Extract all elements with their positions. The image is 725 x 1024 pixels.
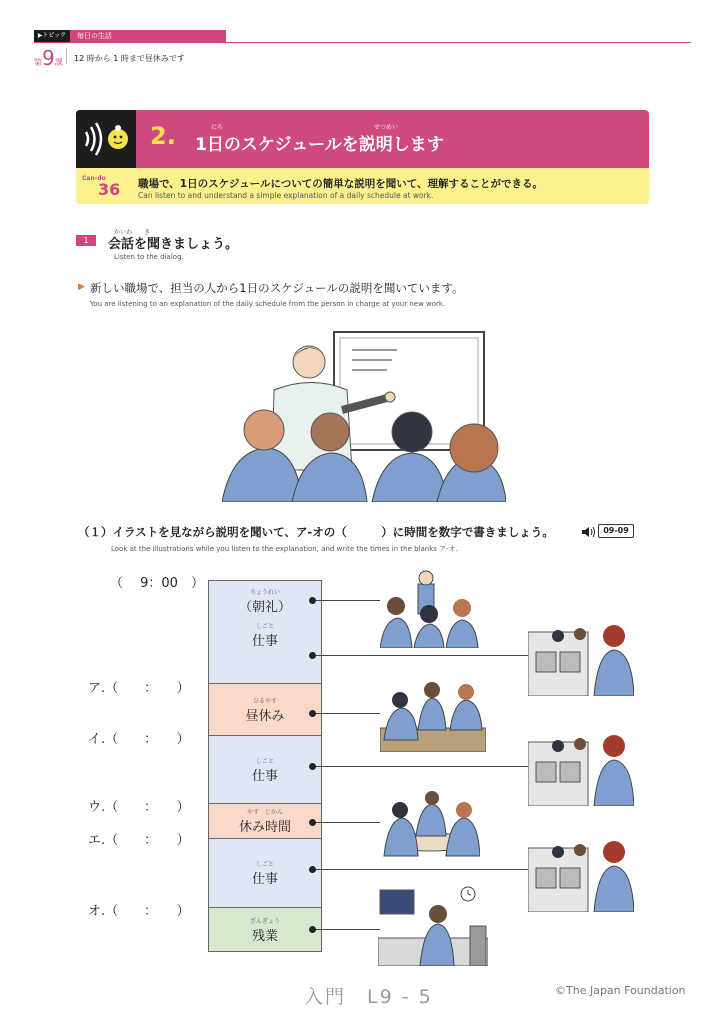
- connector-line: [316, 766, 528, 767]
- connector-dot: [309, 597, 316, 604]
- ruby-setsumei: せつめい: [374, 124, 399, 131]
- cando-description-jp: 職場で、1日のスケジュールについての簡単な説明を聞いて、理解することができる。: [138, 178, 544, 190]
- schedule-item-work: しごと 仕事: [251, 623, 278, 649]
- connector-line: [316, 713, 380, 714]
- factory-work-illustration-3: [528, 828, 634, 912]
- factory-work-illustration-1: [528, 612, 634, 696]
- schedule-item-chourei: ちょうれい （朝礼）: [238, 589, 291, 615]
- connector-line: [316, 929, 380, 930]
- section-number: 1: [76, 235, 96, 246]
- time-u[interactable]: ウ.（ ： ）: [88, 800, 190, 815]
- morning-meeting-illustration: [380, 570, 480, 648]
- schedule-block-break: やす じかん 休み時間: [208, 804, 322, 839]
- break-time-illustration: [380, 790, 480, 862]
- time-o[interactable]: オ.（ ： ）: [88, 904, 190, 919]
- cando-description-en: Can listen to and understand a simple explanation of a daily schedule at work.: [138, 191, 434, 200]
- time-e[interactable]: エ.（ ： ）: [88, 833, 190, 848]
- time-i[interactable]: イ.（ ： ）: [88, 732, 190, 747]
- banner-number: 2.: [150, 122, 176, 150]
- classroom-illustration: [222, 320, 506, 502]
- divider: [66, 48, 67, 64]
- schedule-block-work3: しごと 仕事: [208, 839, 322, 908]
- banner-title: 1日のスケジュールを説明します: [195, 135, 444, 155]
- connector-dot: [309, 652, 316, 659]
- connector-dot: [309, 763, 316, 770]
- lesson-number: 第9課: [34, 46, 63, 70]
- schedule-block-work2: しごと 仕事: [208, 736, 322, 804]
- listening-icon: [76, 110, 136, 168]
- ruby-nichi: にち: [211, 124, 224, 131]
- audio-track-label[interactable]: 09-09: [598, 524, 634, 538]
- connector-line: [316, 822, 380, 823]
- ruby-ki: き: [144, 229, 151, 236]
- cando-label: Can-do: [82, 175, 106, 182]
- topic-label: 毎日の生活: [70, 30, 226, 42]
- lunch-break-illustration: [380, 680, 486, 752]
- factory-work-illustration-2: [528, 722, 634, 806]
- overtime-illustration: [378, 886, 488, 966]
- ruby-kaiwa: かいわ: [114, 229, 133, 236]
- section-title: 会話を聞きましょう。: [108, 237, 239, 252]
- connector-dot: [309, 819, 316, 826]
- connector-dot: [309, 866, 316, 873]
- cando-number: 36: [98, 180, 121, 199]
- connector-dot: [309, 710, 316, 717]
- connector-dot: [309, 926, 316, 933]
- schedule-block-work1: [208, 580, 322, 684]
- schedule-block-lunch: ひるやす 昼休み: [208, 684, 322, 736]
- connector-line: [316, 600, 380, 601]
- lesson-title: 12 時から 1 時まで昼休みです: [74, 54, 185, 63]
- copyright: ©The Japan Foundation: [555, 984, 686, 997]
- speaker-icon[interactable]: [581, 524, 597, 538]
- time-start: （ 9：00 ）: [110, 576, 204, 591]
- arrow-icon: ▶: [78, 282, 85, 292]
- instruction-en: You are listening to an explanation of the daily schedule from the person in charge at your new work.: [90, 300, 446, 308]
- page-number: 入門 L9 - 5: [304, 986, 433, 1008]
- question-1: （１）イラストを見ながら説明を聞いて、ア-オの（ ）に時間を数字で書きましょう。: [78, 525, 554, 539]
- schedule-block-overtime: ざんぎょう 残業: [208, 908, 322, 952]
- header-rule: [34, 42, 691, 43]
- time-a[interactable]: ア.（ ： ）: [88, 681, 190, 696]
- connector-line: [316, 869, 528, 870]
- section-subtitle: Listen to the dialog.: [114, 253, 184, 261]
- connector-line: [316, 655, 528, 656]
- instruction-jp: 新しい職場で、担当の人から1日のスケジュールの説明を聞いています。: [90, 281, 464, 295]
- question-1-en: Look at the illustrations while you listen to the explanation, and write the times in the blanks ア-オ.: [111, 545, 458, 553]
- topic-tag: ▶トピック: [34, 30, 70, 42]
